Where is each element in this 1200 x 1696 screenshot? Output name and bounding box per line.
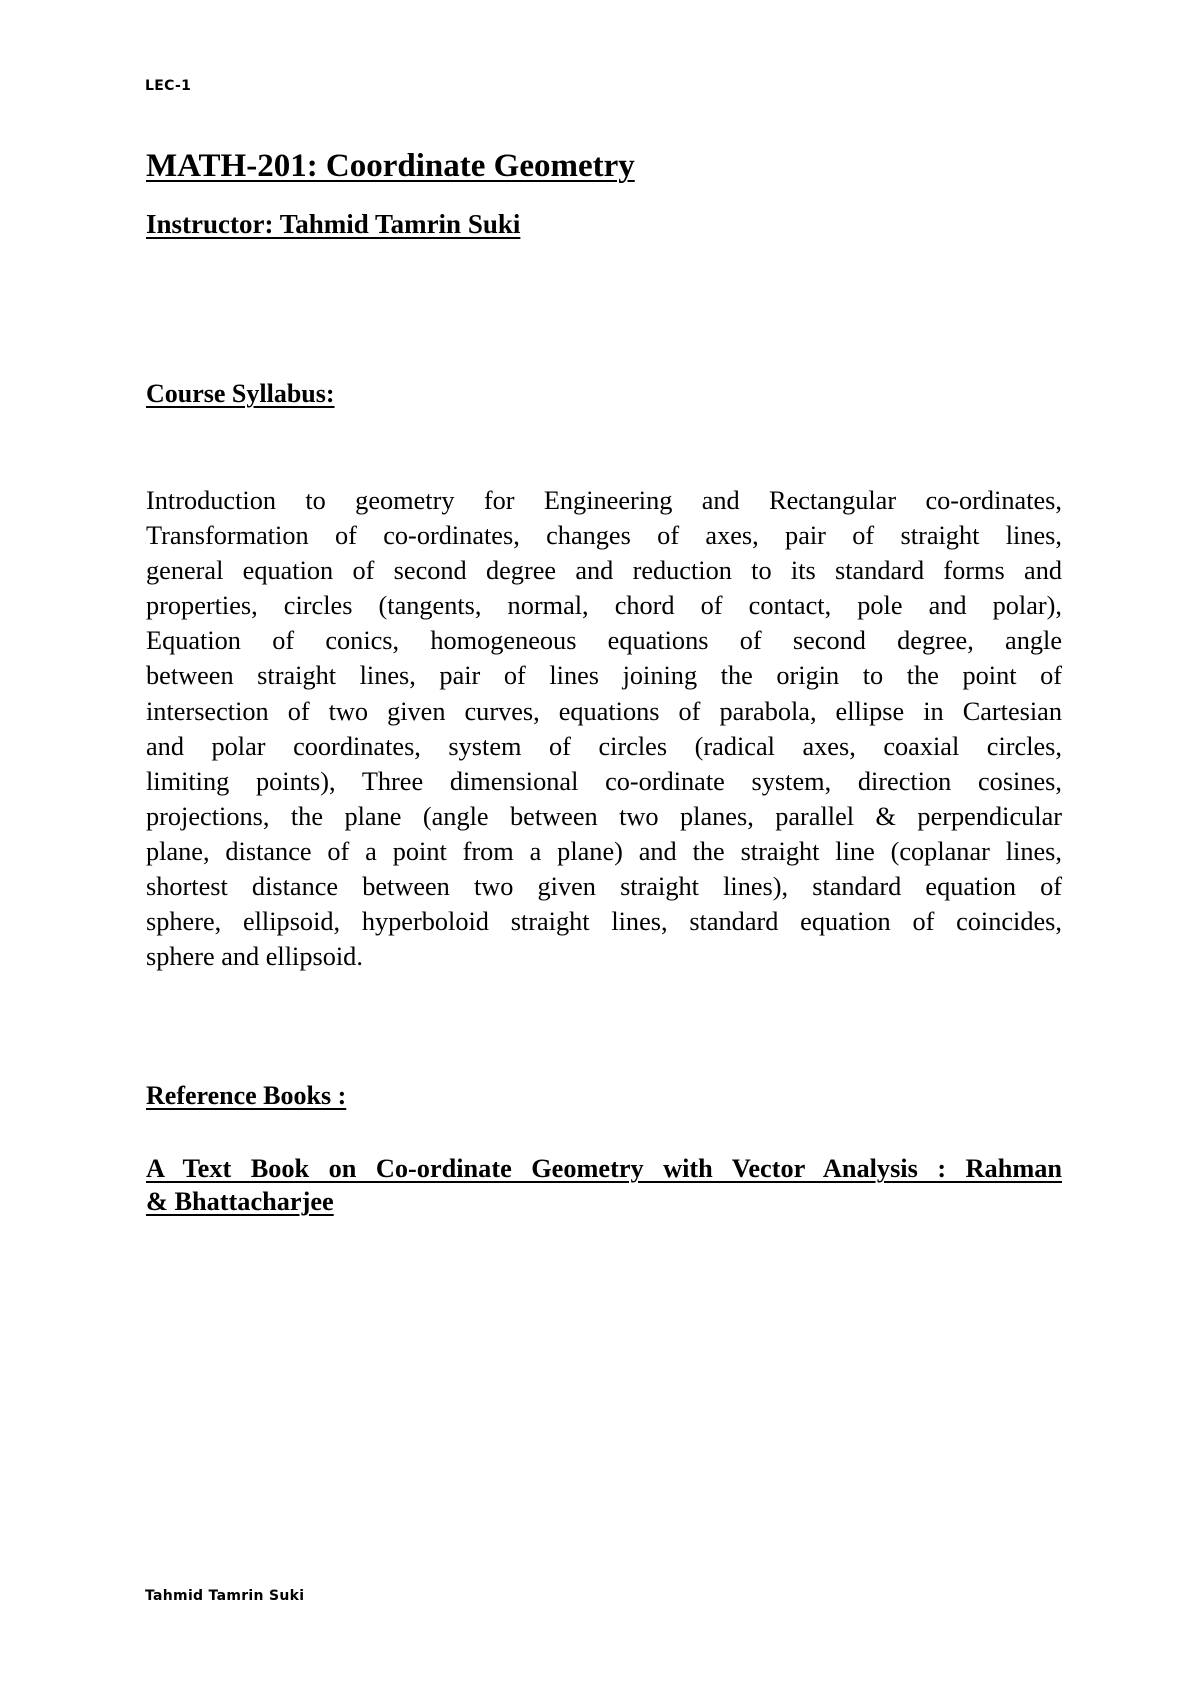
syllabus-line: sphere, ellipsoid, hyperboloid straight lines, standard equation of coincides, xyxy=(146,907,1062,937)
syllabus-line: limiting points), Three dimensional co-ordinate system, direction cosines, xyxy=(146,766,1062,796)
lecture-label: LEC-1 xyxy=(145,78,192,94)
syllabus-line: intersection of two given curves, equations of parabola, ellipse in Cartesian xyxy=(146,696,1062,726)
syllabus-line: between straight lines, pair of lines joining the origin to the point of xyxy=(146,661,1062,691)
syllabus-line: projections, the plane (angle between two planes, parallel & perpendicular xyxy=(146,801,1062,831)
syllabus-line: properties, circles (tangents, normal, chord of contact, pole and polar), xyxy=(146,591,1062,621)
syllabus-line: sphere and ellipsoid. xyxy=(146,942,363,972)
syllabus-line: and polar coordinates, system of circles (radical axes, coaxial circles, xyxy=(146,731,1062,761)
syllabus-line: Transformation of co-ordinates, changes of axes, pair of straight lines, xyxy=(146,521,1062,551)
course-title: MATH-201: Coordinate Geometry xyxy=(146,148,635,184)
instructor-line: Instructor: Tahmid Tamrin Suki xyxy=(146,209,521,239)
reference-book-entry xyxy=(146,1152,1062,1218)
syllabus-line: plane, distance of a point from a plane) and the straight line (coplanar lines, xyxy=(146,836,1062,866)
syllabus-paragraph xyxy=(146,483,1062,974)
syllabus-line: Introduction to geometry for Engineering and Rectangular co-ordinates, xyxy=(146,486,1062,515)
syllabus-line: shortest distance between two given straight lines), standard equation of xyxy=(146,872,1062,902)
syllabus-line: Equation of conics, homogeneous equations of second degree, angle xyxy=(146,626,1062,656)
syllabus-heading: Course Syllabus: xyxy=(146,379,335,408)
reference-book-line: & Bhattacharjee xyxy=(146,1187,334,1216)
syllabus-line: general equation of second degree and reduction to its standard forms and xyxy=(146,556,1062,586)
footer-author: Tahmid Tamrin Suki xyxy=(145,1588,305,1604)
reference-book-line: A Text Book on Co-ordinate Geometry with Vector Analysis : Rahman xyxy=(146,1154,1062,1183)
reference-books-heading: Reference Books : xyxy=(146,1081,347,1110)
